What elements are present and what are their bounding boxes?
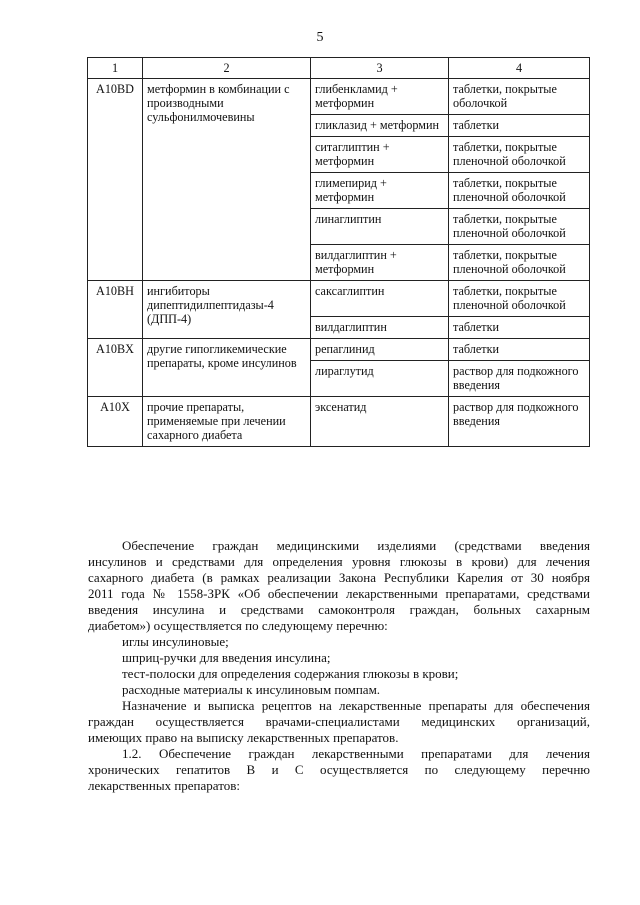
para1-line: сахарного диабета (в рамках реализации Закона Республики Карелия от 30 ноября xyxy=(88,570,590,585)
drug-name-cell: репаглинид xyxy=(311,339,449,361)
drug-name-cell: саксаглиптин xyxy=(311,281,449,317)
dosage-form-cell: таблетки, покрытые пленочной оболочкой xyxy=(449,245,590,281)
column-header: 1 xyxy=(88,58,143,79)
dosage-form-cell: раствор для подкожного введения xyxy=(449,361,590,397)
para1-line: Обеспечение граждан медицинскими изделиями (средствами введения xyxy=(122,538,590,553)
para1-line: 2011 года № 1558-ЗРК «Об обеспечении лекарственными препаратами, средствами xyxy=(88,586,590,601)
table-row xyxy=(88,397,590,447)
table-body xyxy=(88,58,590,447)
dosage-form-cell: таблетки xyxy=(449,115,590,137)
drug-name-cell: глимепирид + метформин xyxy=(311,173,449,209)
drug-name-cell: гликлазид + метформин xyxy=(311,115,449,137)
dosage-form-cell: таблетки, покрытые пленочной оболочкой xyxy=(449,281,590,317)
atc-code-cell: A10BD xyxy=(88,79,143,281)
drug-group-cell: ингибиторы дипептидилпептидазы-4 (ДПП-4) xyxy=(143,281,311,339)
para1-line: введения инсулина и средствами самоконтроля граждан, больных сахарным xyxy=(88,602,590,617)
atc-code-cell: A10BX xyxy=(88,339,143,397)
list-item: шприц-ручки для введения инсулина; xyxy=(122,650,331,665)
table-row xyxy=(88,281,590,317)
column-header: 3 xyxy=(311,58,449,79)
para2-line: Назначение и выписка рецептов на лекарственные препараты для обеспечения xyxy=(122,698,590,713)
dosage-form-cell: таблетки xyxy=(449,339,590,361)
table-row xyxy=(88,339,590,361)
para1-line: инсулинов и средствами для определения уровня глюкозы в крови) для лечения xyxy=(88,554,590,569)
para3-line: 1.2. Обеспечение граждан лекарственными препаратами для лечения xyxy=(122,746,590,761)
para3-line: хронических гепатитов В и С осуществляется по следующему перечню xyxy=(88,762,590,777)
list-item: расходные материалы к инсулиновым помпам. xyxy=(122,682,381,697)
list-item: тест-полоски для определения содержания глюкозы в крови; xyxy=(122,666,459,681)
atc-code-cell: A10BH xyxy=(88,281,143,339)
dosage-form-cell: таблетки, покрытые пленочной оболочкой xyxy=(449,137,590,173)
dosage-form-cell: раствор для подкожного введения xyxy=(449,397,590,447)
list-item: иглы инсулиновые; xyxy=(122,634,229,649)
drug-name-cell: ситаглиптин + метформин xyxy=(311,137,449,173)
drug-name-cell: лираглутид xyxy=(311,361,449,397)
drug-name-cell: вилдаглиптин + метформин xyxy=(311,245,449,281)
page-number: 5 xyxy=(316,30,324,45)
table-header-row xyxy=(88,58,590,79)
table-row xyxy=(88,79,590,115)
drug-group-cell: прочие препараты, применяемые при лечении сахарного диабета xyxy=(143,397,311,447)
dosage-form-cell: таблетки xyxy=(449,317,590,339)
drug-group-cell: другие гипогликемические препараты, кроме инсулинов xyxy=(143,339,311,397)
drug-name-cell: эксенатид xyxy=(311,397,449,447)
drug-name-cell: линаглиптин xyxy=(311,209,449,245)
dosage-form-cell: таблетки, покрытые пленочной оболочкой xyxy=(449,173,590,209)
drug-name-cell: глибенкламид + метформин xyxy=(311,79,449,115)
drug-table xyxy=(87,57,590,447)
column-header: 2 xyxy=(143,58,311,79)
para2-line: имеющих право на выписку лекарственных препаратов. xyxy=(88,730,399,745)
column-header: 4 xyxy=(449,58,590,79)
drug-group-cell: метформин в комбинации с производными сульфонилмочевины xyxy=(143,79,311,281)
dosage-form-cell: таблетки, покрытые оболочкой xyxy=(449,79,590,115)
drug-name-cell: вилдаглиптин xyxy=(311,317,449,339)
dosage-form-cell: таблетки, покрытые пленочной оболочкой xyxy=(449,209,590,245)
para3-line: лекарственных препаратов: xyxy=(88,778,240,793)
para2-line: граждан осуществляется врачами-специалистами медицинских организаций, xyxy=(88,714,590,729)
para1-line: диабетом») осуществляется по следующему перечню: xyxy=(88,618,388,633)
atc-code-cell: A10X xyxy=(88,397,143,447)
